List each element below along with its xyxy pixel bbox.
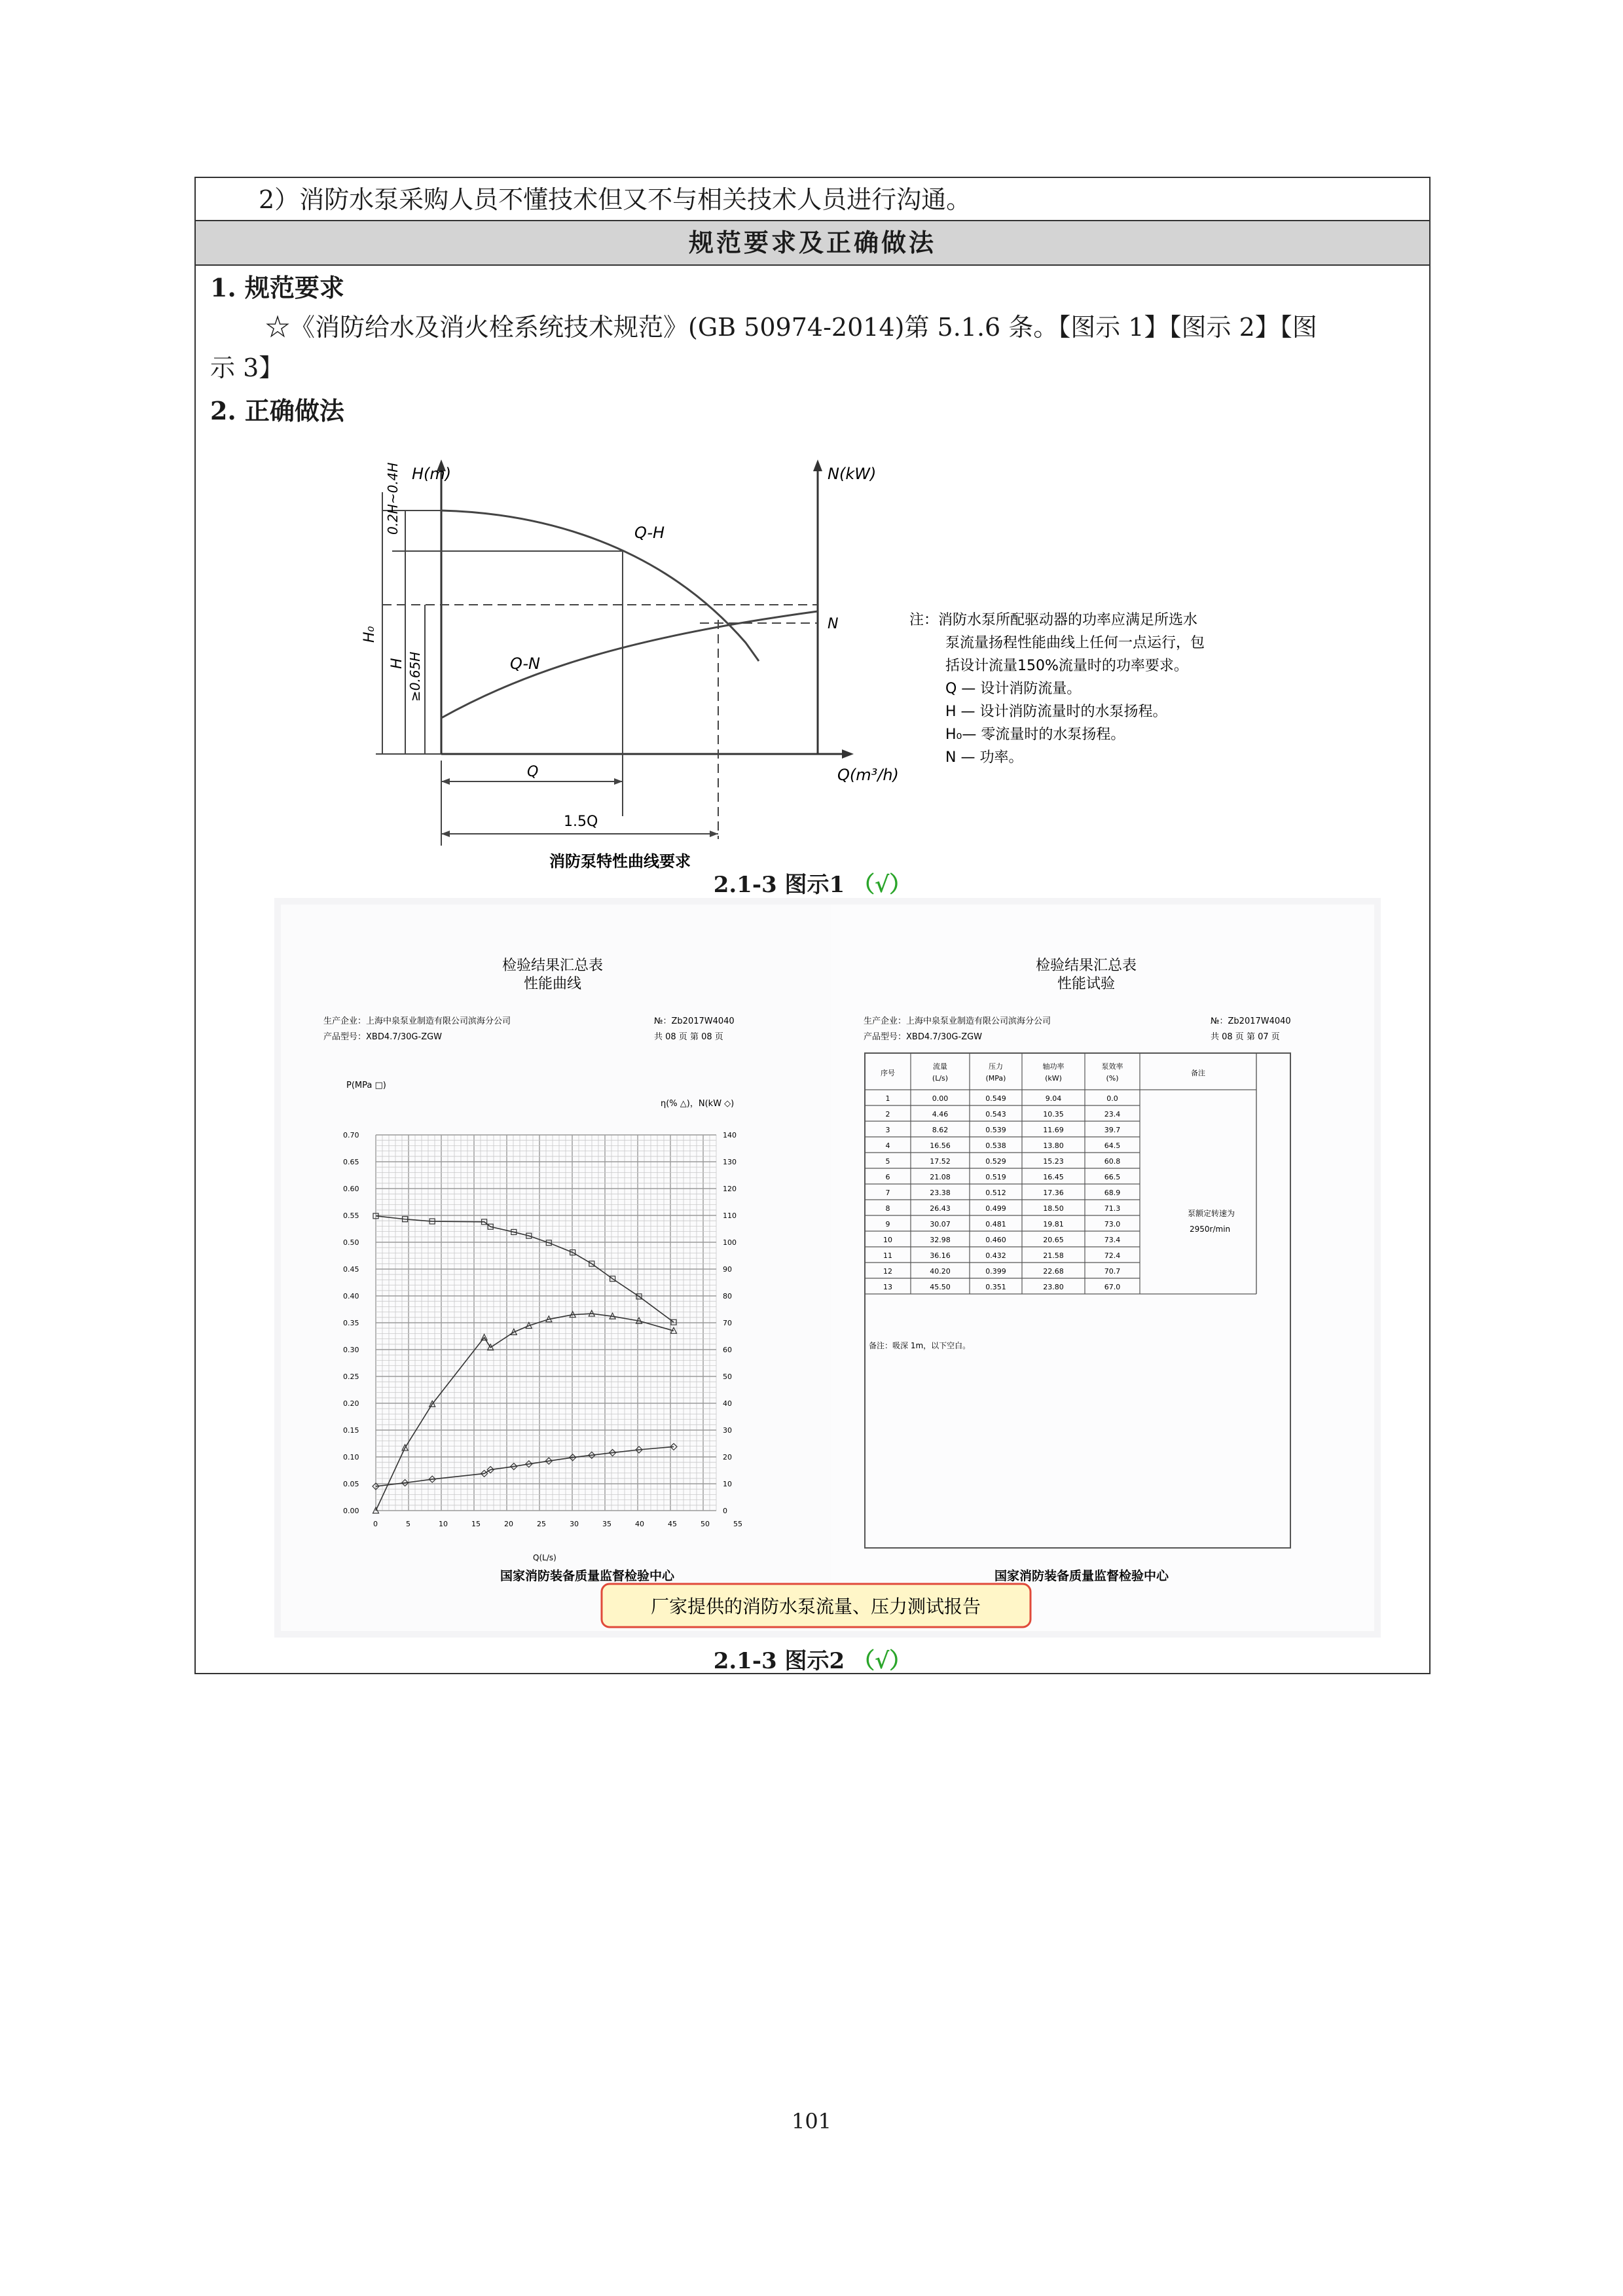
left-tick-label: 0.55 xyxy=(343,1211,359,1220)
left-subtitle: 性能曲线 xyxy=(523,976,582,992)
x-tick-label: 35 xyxy=(602,1520,611,1528)
x-tick-label: 40 xyxy=(635,1520,644,1528)
dim-q: Q xyxy=(527,764,539,780)
table-cell: 4.46 xyxy=(932,1110,949,1119)
table-cell: 0.499 xyxy=(985,1204,1006,1213)
table-cell: 68.9 xyxy=(1104,1189,1121,1197)
qh-curve xyxy=(441,511,759,661)
left-tick-label: 0.20 xyxy=(343,1399,359,1408)
qn-label: Q-N xyxy=(510,655,540,673)
section-header: 规范要求及正确做法 xyxy=(196,221,1429,266)
item1-text-a: ☆《消防给水及消火栓系统技术规范》(GB 50974-2014)第 5.1.6 条。【图示 1】【图示 2】【图 xyxy=(265,313,1317,342)
table-cell: 12 xyxy=(883,1267,892,1276)
right-tick-label: 30 xyxy=(723,1426,732,1435)
table-header-cell: 压力 xyxy=(989,1062,1003,1071)
table-cell: 21.08 xyxy=(930,1173,951,1181)
table-cell: 32.98 xyxy=(930,1236,951,1244)
left-tick-label: 0.05 xyxy=(343,1480,359,1488)
table-header-cell: (%) xyxy=(1106,1074,1119,1083)
right-footer: 国家消防装备质量监督检验中心 xyxy=(994,1569,1169,1583)
table-cell: 60.8 xyxy=(1104,1157,1121,1166)
table-cell: 0.519 xyxy=(985,1173,1006,1181)
dim-065h: ≥0.65H xyxy=(407,651,423,702)
table-cell: 17.52 xyxy=(930,1157,951,1166)
callout-text: 厂家提供的消防水泵流量、压力测试报告 xyxy=(650,1596,981,1617)
table-cell: 0.481 xyxy=(985,1220,1006,1229)
x-tick-label: 10 xyxy=(439,1520,448,1528)
table-cell: 45.50 xyxy=(930,1283,951,1291)
table-cell: 0.351 xyxy=(985,1283,1006,1291)
dim-h: H xyxy=(389,658,405,669)
table-cell: 7 xyxy=(885,1189,890,1197)
table-cell: 3 xyxy=(885,1126,890,1134)
table-cell: 2 xyxy=(885,1110,890,1119)
left-tick-label: 0.30 xyxy=(343,1346,359,1354)
table-note: 备注：吸深 1m，以下空白。 xyxy=(869,1341,971,1350)
right-tick-label: 120 xyxy=(723,1185,737,1193)
x-label-q: Q(m³/h) xyxy=(837,766,899,784)
right-tick-label: 80 xyxy=(723,1292,732,1300)
table-cell: 23.80 xyxy=(1043,1283,1064,1291)
note-line-3: 括设计流量150%流量时的功率要求。 xyxy=(945,658,1188,674)
table-cell: 0.399 xyxy=(985,1267,1006,1276)
x-tick-label: 0 xyxy=(373,1520,378,1528)
x-tick-label: 20 xyxy=(504,1520,513,1528)
left-footer: 国家消防装备质量监督检验中心 xyxy=(500,1569,675,1583)
note-line-7: N — 功率。 xyxy=(945,749,1023,766)
y-label-h: H(m) xyxy=(412,465,452,483)
table-cell: 19.81 xyxy=(1043,1220,1064,1229)
right-tick-label: 60 xyxy=(723,1346,732,1354)
table-cell: 66.5 xyxy=(1104,1173,1121,1181)
table-header-cell: (MPa) xyxy=(985,1074,1006,1083)
x-tick-label: 5 xyxy=(406,1520,410,1528)
right-tick-label: 100 xyxy=(723,1238,737,1247)
table-header-cell: (kW) xyxy=(1045,1074,1062,1083)
table-remark-a: 泵额定转速为 xyxy=(1188,1209,1235,1218)
x-tick-label: 45 xyxy=(668,1520,677,1528)
right-axis-title: η(% △)，N(kW ◇) xyxy=(661,1099,735,1109)
left-manufacturer: 生产企业：上海中泉泵业制造有限公司滨海分公司 xyxy=(323,1016,511,1026)
table-cell: 5 xyxy=(885,1157,890,1166)
note-line-2: 泵流量扬程性能曲线上任何一点运行，包 xyxy=(945,635,1205,651)
right-tick-label: 110 xyxy=(723,1211,737,1220)
left-model: 产品型号：XBD4.7/30G-ZGW xyxy=(323,1032,443,1042)
table-cell: 0.529 xyxy=(985,1157,1006,1166)
left-tick-label: 0.45 xyxy=(343,1265,359,1274)
table-cell: 10 xyxy=(883,1236,892,1244)
table-cell: 16.45 xyxy=(1043,1173,1064,1181)
left-tick-label: 0.25 xyxy=(343,1372,359,1381)
right-manufacturer: 生产企业：上海中泉泵业制造有限公司滨海分公司 xyxy=(864,1016,1051,1026)
right-tick-label: 140 xyxy=(723,1131,737,1139)
intro-row: 2）消防水泵采购人员不懂技术但又不与相关技术人员进行沟通。 xyxy=(196,178,1429,221)
right-tick-label: 40 xyxy=(723,1399,732,1408)
item1-text-b: 示 3】 xyxy=(210,353,284,382)
table-cell: 22.68 xyxy=(1043,1267,1064,1276)
note-line-1: 注：消防水泵所配驱动器的功率应满足所选水 xyxy=(909,612,1198,628)
table-cell: 20.65 xyxy=(1043,1236,1064,1244)
right-tick-label: 0 xyxy=(723,1507,727,1515)
table-cell: 16.56 xyxy=(930,1141,951,1150)
table-cell: 23.4 xyxy=(1104,1110,1121,1119)
caption1-text: 2.1-3 图示1 xyxy=(713,872,845,898)
left-tick-label: 0.10 xyxy=(343,1453,359,1462)
y-label-n: N(kW) xyxy=(828,465,877,483)
table-header-cell: 轴功率 xyxy=(1042,1062,1065,1071)
dim-h0: H₀ xyxy=(361,626,378,643)
table-header-cell: 流量 xyxy=(933,1062,947,1071)
table-header-cell: (L/s) xyxy=(932,1074,949,1083)
right-subtitle: 性能试验 xyxy=(1057,976,1116,992)
page-number: 101 xyxy=(791,2109,832,2134)
caption-figure2 xyxy=(196,1643,1429,1675)
table-cell: 67.0 xyxy=(1104,1283,1121,1291)
dim-02h: 0.2H~0.4H xyxy=(385,462,401,535)
table-cell: 0.00 xyxy=(932,1094,949,1103)
table-cell: 17.36 xyxy=(1043,1189,1064,1197)
left-tick-label: 0.15 xyxy=(343,1426,359,1435)
table-cell: 0.549 xyxy=(985,1094,1006,1103)
dim-15q: 1.5Q xyxy=(564,814,598,830)
table-cell: 64.5 xyxy=(1104,1141,1121,1150)
left-report-no: №：Zb2017W4040 xyxy=(654,1016,735,1026)
table-cell: 0.543 xyxy=(985,1110,1006,1119)
table-cell: 21.58 xyxy=(1043,1251,1064,1260)
right-tick-label: 10 xyxy=(723,1480,732,1488)
table-cell: 0.432 xyxy=(985,1251,1006,1260)
right-tick-label: 90 xyxy=(723,1265,732,1274)
item2-title: 2. 正确做法 xyxy=(210,396,344,425)
left-pages: 共 08 页 第 08 页 xyxy=(654,1032,723,1042)
right-tick-label: 20 xyxy=(723,1453,732,1462)
right-tick-label: 70 xyxy=(723,1319,732,1327)
table-cell: 0.538 xyxy=(985,1141,1006,1150)
content-frame xyxy=(194,177,1431,1674)
table-cell: 0.0 xyxy=(1106,1094,1118,1103)
right-title: 检验结果汇总表 xyxy=(1035,958,1137,974)
table-cell: 4 xyxy=(885,1141,890,1150)
table-cell: 40.20 xyxy=(930,1267,951,1276)
table-cell: 13 xyxy=(883,1283,892,1291)
table-cell: 15.23 xyxy=(1043,1157,1064,1166)
x-tick-label: 15 xyxy=(471,1520,481,1528)
table-cell: 9.04 xyxy=(1045,1094,1062,1103)
pump-curve-diagram xyxy=(320,453,1237,872)
right-model: 产品型号：XBD4.7/30G-ZGW xyxy=(864,1032,983,1042)
right-report-no: №：Zb2017W4040 xyxy=(1211,1016,1291,1026)
x-tick-label: 25 xyxy=(537,1520,546,1528)
left-tick-label: 0.60 xyxy=(343,1185,359,1193)
mark-n: N xyxy=(828,616,839,632)
qh-label: Q-H xyxy=(634,524,665,542)
x-axis-title: Q(L/s) xyxy=(533,1553,556,1562)
table-cell: 8 xyxy=(885,1204,890,1213)
left-title: 检验结果汇总表 xyxy=(501,958,604,974)
table-cell: 1 xyxy=(885,1094,890,1103)
left-tick-label: 0.00 xyxy=(343,1507,359,1515)
caption1-check: （√） xyxy=(852,872,912,898)
left-tick-label: 0.70 xyxy=(343,1131,359,1139)
caption2-check: （√） xyxy=(852,1648,912,1674)
note-line-4: Q — 设计消防流量。 xyxy=(945,681,1082,697)
table-cell: 18.50 xyxy=(1043,1204,1064,1213)
table-cell: 6 xyxy=(885,1173,890,1181)
table-cell: 36.16 xyxy=(930,1251,951,1260)
table-header-cell: 泵效率 xyxy=(1101,1062,1123,1071)
note-line-6: H₀— 零流量时的水泵扬程。 xyxy=(945,726,1125,743)
table-remark-b: 2950r/min xyxy=(1190,1225,1231,1234)
table-cell: 8.62 xyxy=(932,1126,949,1134)
right-pages: 共 08 页 第 07 页 xyxy=(1211,1032,1280,1042)
caption-figure1 xyxy=(196,867,1429,899)
table-cell: 73.0 xyxy=(1104,1220,1121,1229)
note-line-5: H — 设计消防流量时的水泵扬程。 xyxy=(945,704,1167,720)
table-cell: 23.38 xyxy=(930,1189,951,1197)
x-tick-label: 50 xyxy=(701,1520,710,1528)
left-tick-label: 0.40 xyxy=(343,1292,359,1300)
left-tick-label: 0.65 xyxy=(343,1158,359,1166)
table-cell: 26.43 xyxy=(930,1204,951,1213)
qn-curve xyxy=(441,611,818,718)
right-tick-label: 130 xyxy=(723,1158,737,1166)
left-tick-label: 0.35 xyxy=(343,1319,359,1327)
caption2-text: 2.1-3 图示2 xyxy=(713,1648,845,1674)
x-tick-label: 30 xyxy=(570,1520,579,1528)
table-cell: 10.35 xyxy=(1043,1110,1064,1119)
right-tick-label: 50 xyxy=(723,1372,732,1381)
table-header-cell: 序号 xyxy=(881,1069,895,1077)
table-cell: 30.07 xyxy=(930,1220,951,1229)
table-cell: 0.539 xyxy=(985,1126,1006,1134)
table-cell: 11.69 xyxy=(1043,1126,1064,1134)
left-tick-label: 0.50 xyxy=(343,1238,359,1247)
table-cell: 70.7 xyxy=(1104,1267,1121,1276)
test-report-photo xyxy=(274,898,1381,1638)
table-cell: 0.460 xyxy=(985,1236,1006,1244)
table-cell: 71.3 xyxy=(1104,1204,1121,1213)
x-tick-label: 55 xyxy=(733,1520,742,1528)
diagram-title: 消防泵特性曲线要求 xyxy=(549,852,691,870)
left-axis-title: P(MPa □) xyxy=(346,1081,386,1090)
table-cell: 11 xyxy=(883,1251,892,1260)
table-cell: 72.4 xyxy=(1104,1251,1121,1260)
table-header-cell: 备注 xyxy=(1191,1069,1205,1077)
table-cell: 0.512 xyxy=(985,1189,1006,1197)
table-cell: 9 xyxy=(885,1220,890,1229)
table-cell: 39.7 xyxy=(1104,1126,1121,1134)
item1-title: 1. 规范要求 xyxy=(210,273,344,302)
table-cell: 13.80 xyxy=(1043,1141,1064,1150)
table-cell: 73.4 xyxy=(1104,1236,1121,1244)
